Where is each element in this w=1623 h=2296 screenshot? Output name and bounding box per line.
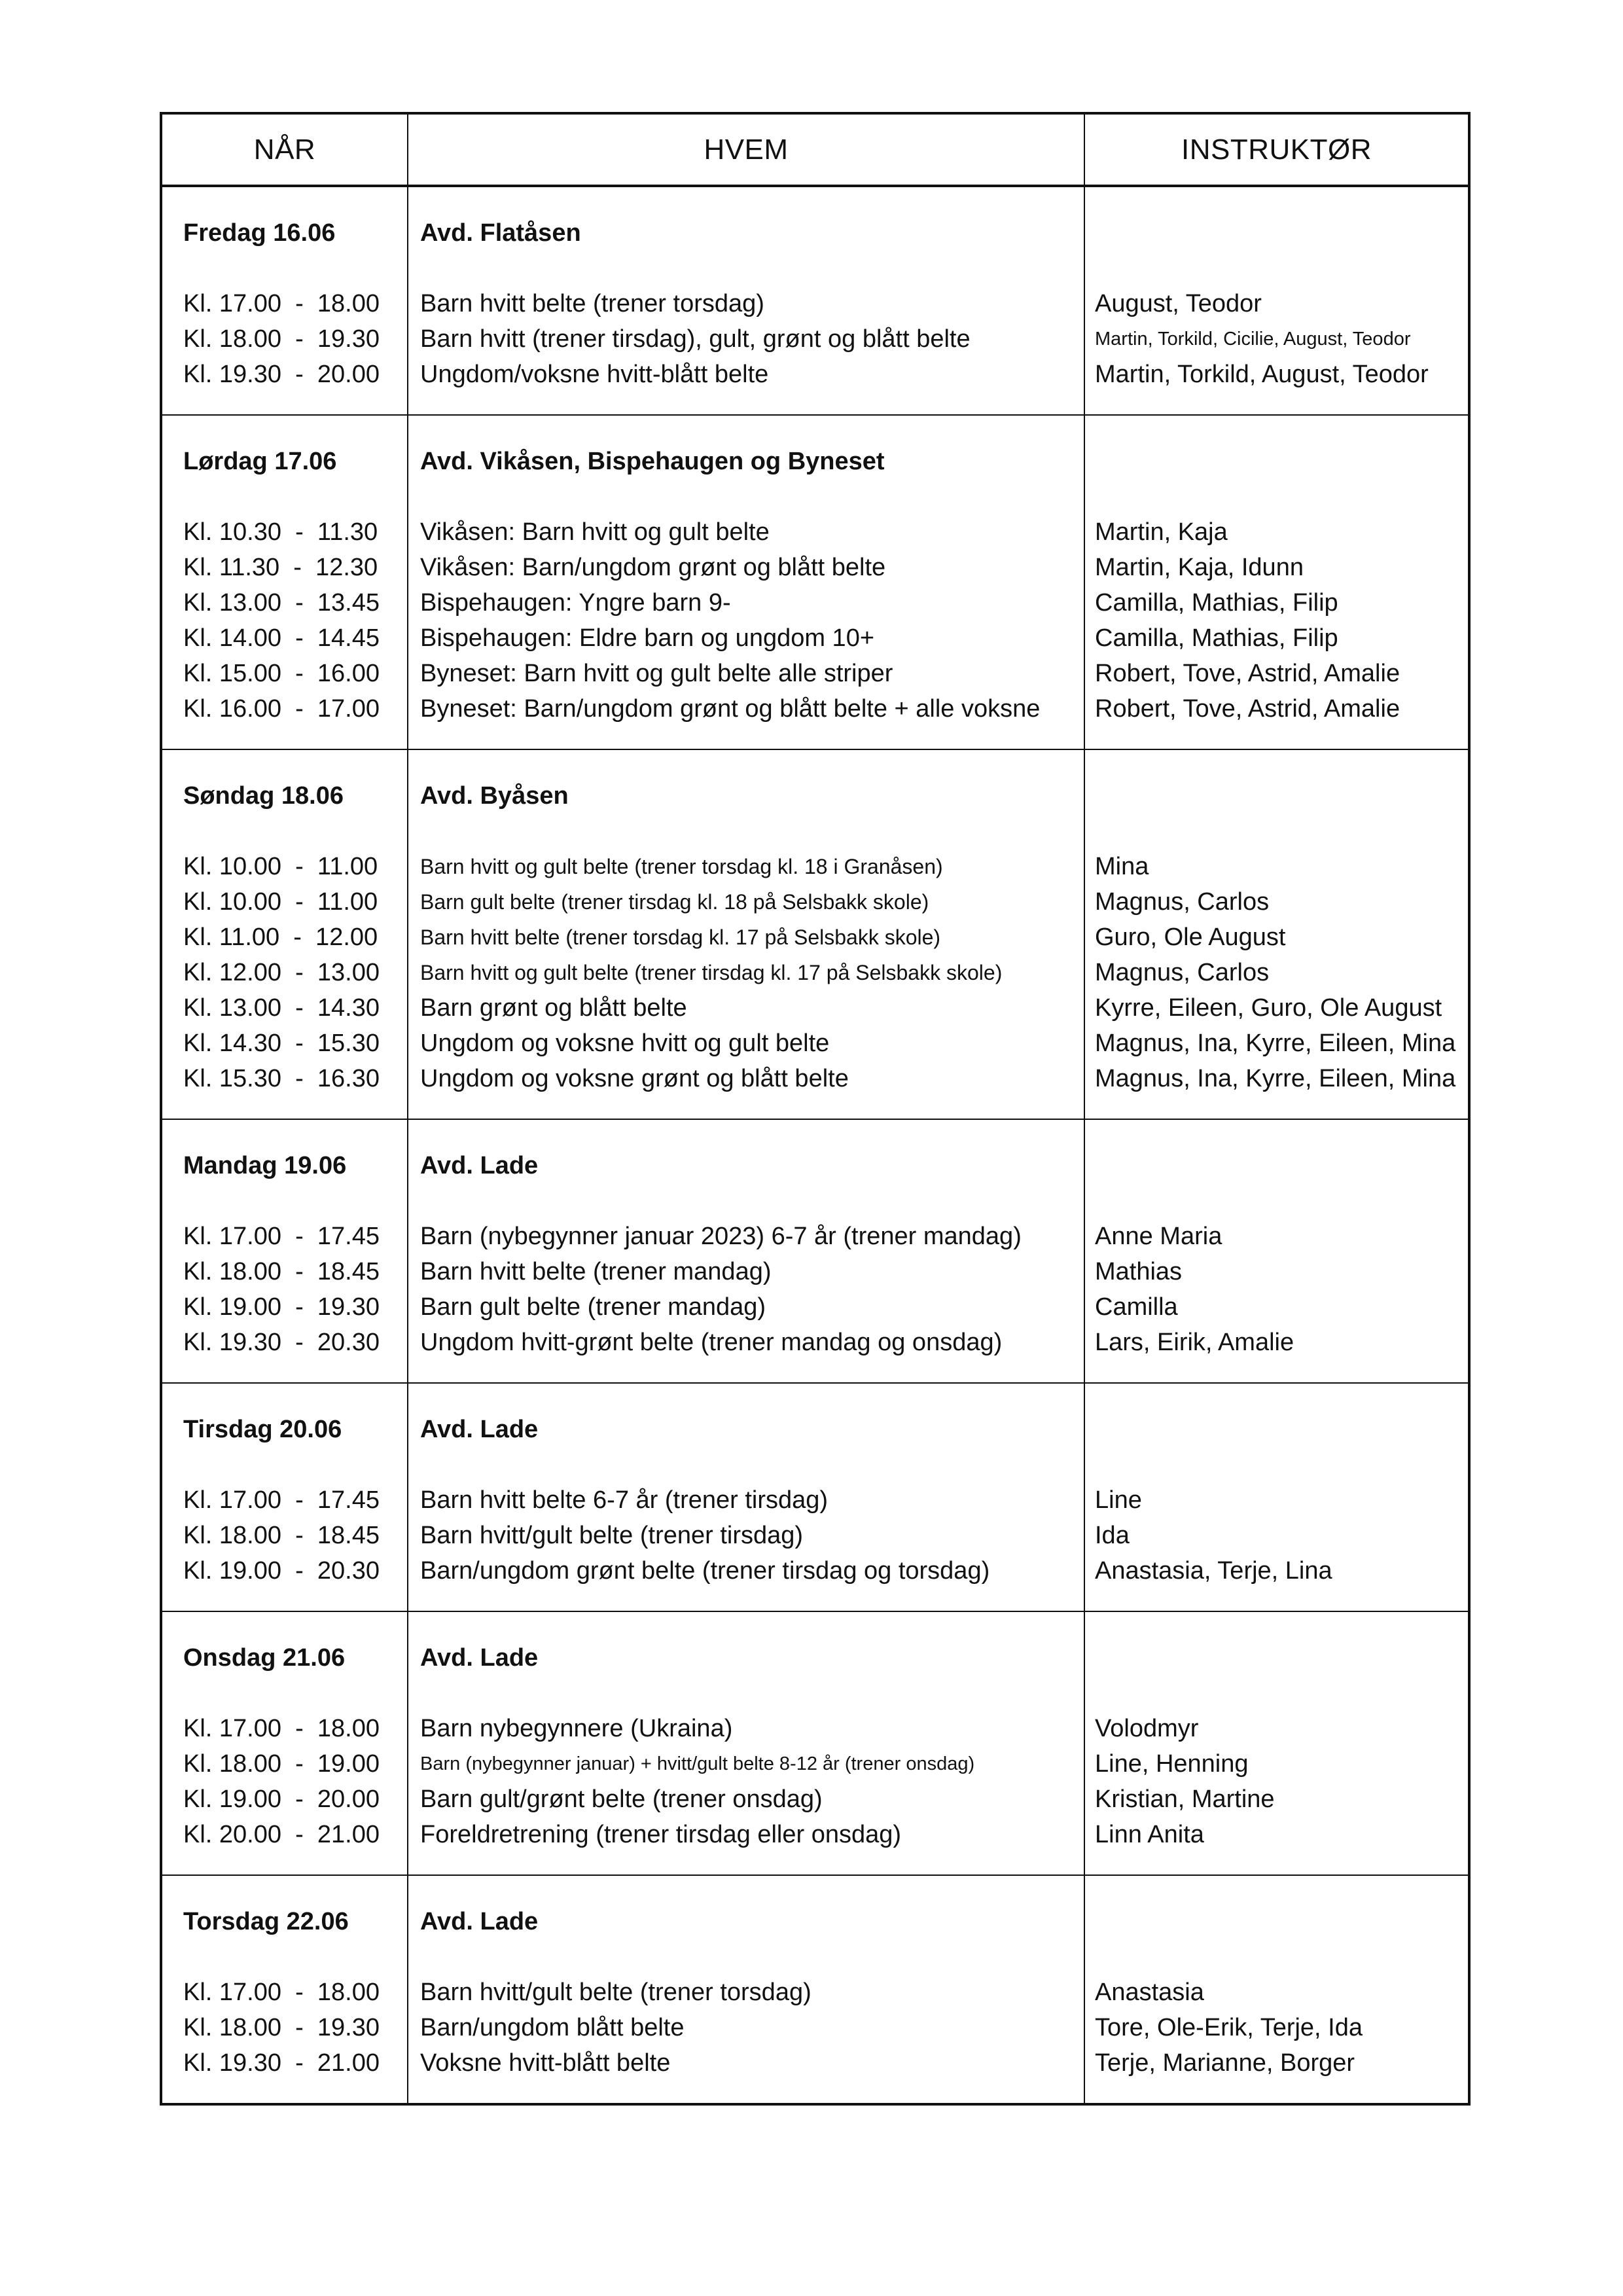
session-instructors: Magnus, Ina, Kyrre, Eileen, Mina <box>1095 1065 1456 1092</box>
session-instructors: Martin, Torkild, Cicilie, August, Teodor <box>1095 329 1411 350</box>
session-time: Kl. 18.00 - 19.00 <box>183 1750 380 1778</box>
session-instructors: Magnus, Carlos <box>1095 959 1270 986</box>
session-time: Kl. 16.00 - 17.00 <box>183 695 380 723</box>
session-group: Barn (nybegynner januar) + hvitt/gult belte 8-12 år (trener onsdag) <box>420 1753 975 1774</box>
when-cell <box>161 1119 408 1383</box>
spacer <box>420 1447 1084 1482</box>
session-group: Ungdom/voksne hvitt-blått belte <box>420 361 769 388</box>
session-time: Kl. 17.00 - 18.00 <box>183 1979 380 2006</box>
day-heading: Tirsdag 20.06 <box>183 1416 342 1443</box>
session-instructors: Tore, Ole-Erik, Terje, Ida <box>1095 2014 1363 2041</box>
header-who: HVEM <box>408 113 1084 186</box>
session-instructors: Line, Henning <box>1095 1750 1249 1778</box>
session-instructors: Camilla, Mathias, Filip <box>1095 624 1338 652</box>
session-time: Kl. 20.00 - 21.00 <box>183 1821 380 1848</box>
session-group: Barn hvitt/gult belte (trener tirsdag) <box>420 1522 804 1549</box>
instructor-cell <box>1084 1119 1469 1383</box>
instructor-cell <box>1084 749 1469 1119</box>
session-instructors: Camilla, Mathias, Filip <box>1095 589 1338 617</box>
session-instructors: Magnus, Carlos <box>1095 888 1270 916</box>
session-group: Bispehaugen: Eldre barn og ungdom 10+ <box>420 624 875 652</box>
session-group: Bispehaugen: Yngre barn 9- <box>420 589 731 617</box>
session-time: Kl. 19.00 - 19.30 <box>183 1293 380 1321</box>
day-heading: Onsdag 21.06 <box>183 1644 346 1672</box>
spacer <box>1095 814 1468 849</box>
session-time: Kl. 17.00 - 17.45 <box>183 1223 380 1250</box>
instructor-heading-spacer <box>1095 1640 1468 1676</box>
session-time: Kl. 15.30 - 16.30 <box>183 1065 380 1092</box>
session-time: Kl. 14.30 - 15.30 <box>183 1030 380 1057</box>
session-group: Barn/ungdom blått belte <box>420 2014 685 2041</box>
session-group: Barn grønt og blått belte <box>420 994 687 1022</box>
instructor-heading-spacer <box>1095 444 1468 479</box>
session-time: Kl. 10.30 - 11.30 <box>183 518 378 546</box>
session-instructors: Martin, Kaja <box>1095 518 1228 546</box>
instructor-cell <box>1084 415 1469 749</box>
session-group: Barn hvitt belte 6-7 år (trener tirsdag) <box>420 1486 829 1514</box>
day-row <box>161 1383 1469 1611</box>
spacer <box>183 1447 407 1482</box>
session-instructors: Terje, Marianne, Borger <box>1095 2049 1355 2077</box>
spacer <box>183 814 407 849</box>
session-instructors: Kristian, Martine <box>1095 1785 1275 1813</box>
who-cell <box>408 1383 1084 1611</box>
day-row <box>161 1875 1469 2104</box>
department-heading: Avd. Lade <box>420 1416 539 1443</box>
when-cell <box>161 1875 408 2104</box>
instructor-cell <box>1084 1611 1469 1875</box>
session-group: Ungdom hvitt-grønt belte (trener mandag og onsdag) <box>420 1329 1003 1356</box>
session-time: Kl. 11.30 - 12.30 <box>183 554 378 581</box>
session-group: Barn (nybegynner januar 2023) 6-7 år (trener mandag) <box>420 1223 1022 1250</box>
session-time: Kl. 18.00 - 19.30 <box>183 2014 380 2041</box>
session-group: Vikåsen: Barn/ungdom grønt og blått belte <box>420 554 886 581</box>
spacer <box>420 479 1084 514</box>
session-instructors: Kyrre, Eileen, Guro, Ole August <box>1095 994 1442 1022</box>
spacer <box>1095 251 1468 286</box>
session-group: Byneset: Barn hvitt og gult belte alle striper <box>420 660 893 687</box>
when-cell <box>161 1383 408 1611</box>
department-heading: Avd. Flatåsen <box>420 219 581 247</box>
header-instructor: INSTRUKTØR <box>1084 113 1469 186</box>
department-heading: Avd. Byåsen <box>420 782 569 810</box>
spacer <box>1095 1676 1468 1711</box>
when-cell <box>161 186 408 415</box>
session-group: Barn hvitt og gult belte (trener torsdag kl. 18 i Granåsen) <box>420 855 943 878</box>
when-cell <box>161 415 408 749</box>
when-cell <box>161 1611 408 1875</box>
session-time: Kl. 18.00 - 19.30 <box>183 325 380 353</box>
session-instructors: Mathias <box>1095 1258 1183 1285</box>
session-time: Kl. 18.00 - 18.45 <box>183 1522 380 1549</box>
instructor-cell <box>1084 1383 1469 1611</box>
spacer <box>420 1676 1084 1711</box>
who-cell <box>408 1119 1084 1383</box>
session-time: Kl. 15.00 - 16.00 <box>183 660 380 687</box>
session-time: Kl. 17.00 - 18.00 <box>183 290 380 317</box>
who-cell <box>408 415 1084 749</box>
session-instructors: Ida <box>1095 1522 1130 1549</box>
session-group: Foreldretrening (trener tirsdag eller onsdag) <box>420 1821 902 1848</box>
session-instructors: Camilla <box>1095 1293 1178 1321</box>
session-time: Kl. 19.00 - 20.30 <box>183 1557 380 1585</box>
day-heading: Fredag 16.06 <box>183 219 336 247</box>
day-heading: Torsdag 22.06 <box>183 1908 349 1935</box>
session-group: Barn hvitt/gult belte (trener torsdag) <box>420 1979 812 2006</box>
session-time: Kl. 19.30 - 20.00 <box>183 361 380 388</box>
instructor-heading-spacer <box>1095 215 1468 251</box>
instructor-heading-spacer <box>1095 778 1468 814</box>
who-cell <box>408 186 1084 415</box>
spacer <box>1095 479 1468 514</box>
session-group: Barn nybegynnere (Ukraina) <box>420 1715 733 1742</box>
day-row <box>161 1119 1469 1383</box>
instructor-cell <box>1084 186 1469 415</box>
schedule-table <box>160 112 1471 2106</box>
session-time: Kl. 10.00 - 11.00 <box>183 888 378 916</box>
day-row <box>161 415 1469 749</box>
session-time: Kl. 19.30 - 20.30 <box>183 1329 380 1356</box>
instructor-heading-spacer <box>1095 1904 1468 1939</box>
session-instructors: Anastasia, Terje, Lina <box>1095 1557 1332 1585</box>
session-time: Kl. 14.00 - 14.45 <box>183 624 380 652</box>
session-instructors: Line <box>1095 1486 1142 1514</box>
who-cell <box>408 1875 1084 2104</box>
session-instructors: Martin, Torkild, August, Teodor <box>1095 361 1429 388</box>
who-cell <box>408 1611 1084 1875</box>
spacer <box>183 1676 407 1711</box>
spacer <box>420 1183 1084 1219</box>
session-time: Kl. 12.00 - 13.00 <box>183 959 380 986</box>
when-cell <box>161 749 408 1119</box>
session-group: Barn hvitt belte (trener mandag) <box>420 1258 772 1285</box>
session-group: Ungdom og voksne grønt og blått belte <box>420 1065 849 1092</box>
session-instructors: August, Teodor <box>1095 290 1262 317</box>
session-group: Barn/ungdom grønt belte (trener tirsdag og torsdag) <box>420 1557 990 1585</box>
day-row <box>161 1611 1469 1875</box>
session-group: Byneset: Barn/ungdom grønt og blått belte + alle voksne <box>420 695 1041 723</box>
session-time: Kl. 18.00 - 18.45 <box>183 1258 380 1285</box>
day-heading: Lørdag 17.06 <box>183 448 337 475</box>
session-group: Vikåsen: Barn hvitt og gult belte <box>420 518 770 546</box>
instructor-heading-spacer <box>1095 1412 1468 1447</box>
day-heading: Mandag 19.06 <box>183 1152 347 1179</box>
spacer <box>1095 1939 1468 1975</box>
day-row <box>161 186 1469 415</box>
session-group: Voksne hvitt-blått belte <box>420 2049 671 2077</box>
session-instructors: Lars, Eirik, Amalie <box>1095 1329 1294 1356</box>
day-heading: Søndag 18.06 <box>183 782 344 810</box>
instructor-cell <box>1084 1875 1469 2104</box>
schedule-body <box>161 186 1469 2104</box>
session-time: Kl. 17.00 - 18.00 <box>183 1715 380 1742</box>
session-instructors: Robert, Tove, Astrid, Amalie <box>1095 660 1400 687</box>
spacer <box>183 1183 407 1219</box>
spacer <box>1095 1447 1468 1482</box>
session-instructors: Anastasia <box>1095 1979 1204 2006</box>
session-time: Kl. 11.00 - 12.00 <box>183 924 378 951</box>
session-instructors: Guro, Ole August <box>1095 924 1286 951</box>
session-instructors: Anne Maria <box>1095 1223 1222 1250</box>
session-group: Barn gult/grønt belte (trener onsdag) <box>420 1785 823 1813</box>
session-time: Kl. 13.00 - 14.30 <box>183 994 380 1022</box>
session-group: Barn hvitt belte (trener torsdag kl. 17 på Selsbakk skole) <box>420 925 941 949</box>
spacer <box>420 1939 1084 1975</box>
spacer <box>183 1939 407 1975</box>
department-heading: Avd. Vikåsen, Bispehaugen og Byneset <box>420 448 885 475</box>
session-instructors: Robert, Tove, Astrid, Amalie <box>1095 695 1400 723</box>
spacer <box>183 479 407 514</box>
session-instructors: Linn Anita <box>1095 1821 1204 1848</box>
session-group: Barn hvitt og gult belte (trener tirsdag kl. 17 på Selsbakk skole) <box>420 961 1003 984</box>
session-time: Kl. 10.00 - 11.00 <box>183 853 378 880</box>
session-group: Barn hvitt (trener tirsdag), gult, grønt og blått belte <box>420 325 971 353</box>
table-header-row <box>161 113 1469 186</box>
department-heading: Avd. Lade <box>420 1644 539 1672</box>
session-time: Kl. 13.00 - 13.45 <box>183 589 380 617</box>
department-heading: Avd. Lade <box>420 1908 539 1935</box>
day-row <box>161 749 1469 1119</box>
header-when: NÅR <box>161 113 408 186</box>
session-instructors: Magnus, Ina, Kyrre, Eileen, Mina <box>1095 1030 1456 1057</box>
department-heading: Avd. Lade <box>420 1152 539 1179</box>
spacer <box>420 251 1084 286</box>
session-group: Ungdom og voksne hvitt og gult belte <box>420 1030 830 1057</box>
session-instructors: Volodmyr <box>1095 1715 1199 1742</box>
session-time: Kl. 19.30 - 21.00 <box>183 2049 380 2077</box>
who-cell <box>408 749 1084 1119</box>
spacer <box>183 251 407 286</box>
spacer <box>1095 1183 1468 1219</box>
instructor-heading-spacer <box>1095 1148 1468 1183</box>
session-time: Kl. 17.00 - 17.45 <box>183 1486 380 1514</box>
session-instructors: Martin, Kaja, Idunn <box>1095 554 1304 581</box>
spacer <box>420 814 1084 849</box>
session-instructors: Mina <box>1095 853 1149 880</box>
session-time: Kl. 19.00 - 20.00 <box>183 1785 380 1813</box>
session-group: Barn gult belte (trener mandag) <box>420 1293 766 1321</box>
session-group: Barn hvitt belte (trener torsdag) <box>420 290 764 317</box>
session-group: Barn gult belte (trener tirsdag kl. 18 på Selsbakk skole) <box>420 890 929 914</box>
